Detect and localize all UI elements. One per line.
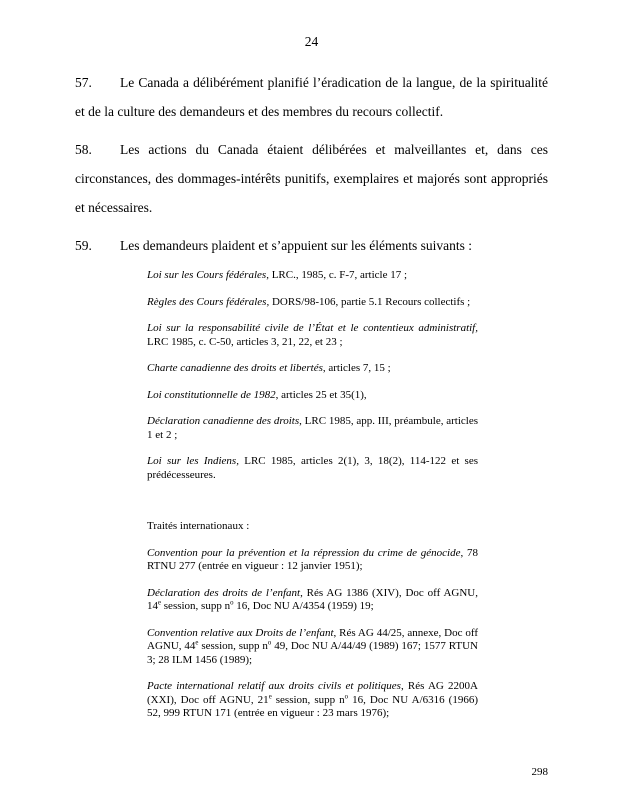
paragraph-58 <box>75 135 548 222</box>
citation-loi-sur-les-indiens: Loi sur les Indiens, LRC 1985, articles 2(1), 3, 18(2), 114-122 et ses prédécesseures. <box>147 455 478 481</box>
treaty-declaration-droits-enfant: Déclaration des droits de l’enfant, Rés AG 1386 (XIV), Doc off AGNU, 14e session, supp $n^o$ 16, Doc NU A/4354 (1959) 19; <box>147 586 478 612</box>
citation-loi-constitutionnelle-1982: Loi constitutionnelle de 1982, articles 25 et 35(1), <box>147 388 367 401</box>
treaty-convention-droits-enfant: Convention relative aux Droits de l’enfant, Rés AG 44/25, annexe, Doc off AGNU, 44e session, supp $n^o$ 49, Doc NU A/44/49 (1989) 167; 1577 RTUN 3; 28 ILM 1456 (1989); <box>147 626 479 666</box>
citation-loi-responsabilite-civile: Loi sur la responsabilité civile de l’État et le contentieux administratif, LRC 1985, c. C-50, articles 3, 21, 22, et 23 ; <box>147 322 478 348</box>
document-body <box>75 68 548 734</box>
paragraph-57-text: Le Canada a délibérément planifié l’éradication de la langue, de la spiritualité et de la culture des demandeurs et des membres du recours collectif. <box>75 75 548 119</box>
citation-charte-canadienne: Charte canadienne des droits et libertés, articles 7, 15 ; <box>147 362 391 374</box>
paragraph-58-text: Les actions du Canada étaient délibérées et malveillantes et, dans ces circonstances, des dommages-intérêts punitifs, exemplaires et majorés sont appropriés et nécessaires. <box>75 142 548 215</box>
paragraph-59-number: 59. <box>75 238 92 253</box>
header-page-number: 24 <box>304 34 319 49</box>
footer-page-number: 298 <box>531 766 548 778</box>
treaty-convention-genocide: Convention pour la prévention et la répression du crime de génocide, 78 RTNU 277 (entrée en vigueur : 12 janvier 1951); <box>147 546 478 572</box>
paragraph-59 <box>75 231 548 260</box>
treaty-pacte-droits-civils-politiques: Pacte international relatif aux droits civils et politiques, Rés AG 2200A (XXI), Doc off AGNU, 21e session, supp $n^o$ 16, Doc NU A/6316 (1966) 52, 999 RTUN 171 (entrée en vigueur : 23 mars 1976); <box>147 680 478 719</box>
paragraph-57 <box>75 68 548 126</box>
citation-regles-cours-federales: Règles des Cours fédérales, DORS/98-106, partie 5.1 Recours collectifs ; <box>147 295 471 308</box>
paragraph-59-text: Les demandeurs plaident et s’appuient sur les éléments suivants : <box>120 238 473 253</box>
paragraph-57-number: 57. <box>75 75 92 90</box>
citation-loi-cours-federales: Loi sur les Cours fédérales, LRC., 1985, c. F-7, article 17 ; <box>147 269 408 281</box>
citation-declaration-canadienne-droits: Déclaration canadienne des droits, LRC 1985, app. III, préambule, articles 1 et 2 ; <box>147 415 478 441</box>
treaties-heading: Traités internationaux : <box>147 520 250 532</box>
paragraph-58-number: 58. <box>75 142 92 157</box>
